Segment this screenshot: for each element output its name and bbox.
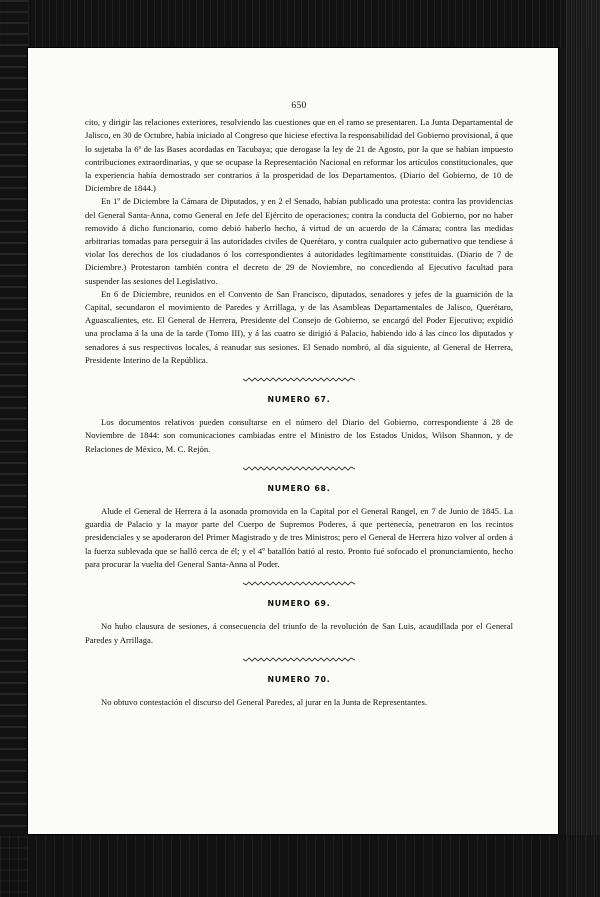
section-divider <box>243 466 355 471</box>
intro-paragraph: cito, y dirigir las relaciones exteriores, resolviendo las cuestiones que en el ramo se presentaren. La Junta Departamental de Jalisco, en 30 de Octubre, había iniciado al Congreso que hiciese efectiva la responsabilidad del Gobierno provisional, á que lo sujetaba la 6ª de las Bases acordadas en Tacubaya; que derogase la ley de 21 de Agosto, por la que se habían impuesto contribuciones extraordinarias, y que se ocupase la Representación Nacional en reformar los artículos constitucionales, que la experiencia había demostrado ser contrarios á la prosperidad de los Departamentos. (Diario del Gobierno, de 10 de Diciembre de 1844.) <box>85 117 513 194</box>
page-number: 650 <box>291 101 307 111</box>
scanner-border-left <box>0 0 28 897</box>
section-divider <box>243 581 355 586</box>
section-divider <box>243 657 355 662</box>
scanner-border-right <box>566 0 600 897</box>
section-heading: NUMERO 70. <box>267 674 331 684</box>
scanner-border-top <box>0 0 600 48</box>
section-heading: NUMERO 67. <box>267 395 331 405</box>
section-text: No obtuvo contestación el discurso del General Paredes, al jurar en la Junta de Representantes. <box>101 696 427 707</box>
intro-paragraph: En 1º de Diciembre la Cámara de Diputados, y en 2 el Senado, habían publicado una protesta: contra las providencias del General Santa-Anna, como General en Jefe del Ejército de operaciones; contra la conducta del Gobierno, por no haber removido á dicho funcionario, como debió haberlo hecho, á virtud de un acuerdo de la Cámara; contra las medidas arbitrarias tomadas para perseguir á las autoridades civiles de Querétaro, y contra cualquier acto gubernativo que tendiese á violar los derechos de los ciudadanos ó los correspondientes á autoridades legítimamente constituidas. (Diario de 7 de Diciembre.) Protestaron también contra el decreto de 29 de Noviembre, no concediendo al Ejecutivo facultad para suspender las sesiones del Legislativo. <box>85 196 513 286</box>
section-divider <box>243 377 355 382</box>
section-heading: NUMERO 69. <box>267 599 331 609</box>
section-text: No hubo clausura de sesiones, á consecuencia del triunfo de la revolución de San Luis, acaudillada por el General Paredes y Arrillaga. <box>85 621 513 645</box>
section-text: Alude el General de Herrera á la asonada promovida en la Capital por el General Rangel, en 7 de Junio de 1845. La guardia de Palacio y la mayor parte del Cuerpo de Supremos Poderes, á que pertenecía, penetraron en los recintos presidenciales y se apoderaron del Primer Magistrado y de tres Ministros; pero el General de Herrera hizo volver al orden á la fuerza sublevada que se halló cerca de él; y el 4º batallón batió al resto. Pronto fué sofocado el pronunciamiento, hecho para procurar la vuelta del General Santa-Anna al Poder. <box>85 506 513 569</box>
section-text: Los documentos relativos pueden consultarse en el número del Diario del Gobierno, correspondiente á 28 de Noviembre de 1844: son comunicaciones cambiadas entre el Ministro de los Estados Unidos, Wilson Shannon, y de Relaciones de México, M. C. Rejón. <box>85 417 513 454</box>
intro-paragraph: En 6 de Diciembre, reunidos en el Convento de San Francisco, diputados, senadores y jefes de la guarnición de la Capital, secundaron el movimiento de Paredes y Arrillaga, y de las Asambleas Departamentales de Jalisco, Querétaro, Aguascalientes, etc. El General de Herrera, Presidente del Consejo de Gobierno, se encargó del Poder Ejecutivo; expidió una proclama á la una de la tarde (Tomo III), y á las cuatro se dirigió á Palacio, habiendo ido á las cinco los diputados y senadores á sus respectivos locales, á reanudar sus sesiones. El Senado nombró, al día siguiente, al General de Herrera, Presidente Interino de la República. <box>85 288 513 365</box>
document-page <box>28 48 558 834</box>
scanner-border-bottom <box>0 835 600 897</box>
section-heading: NUMERO 68. <box>267 483 331 493</box>
page-content <box>85 100 513 709</box>
